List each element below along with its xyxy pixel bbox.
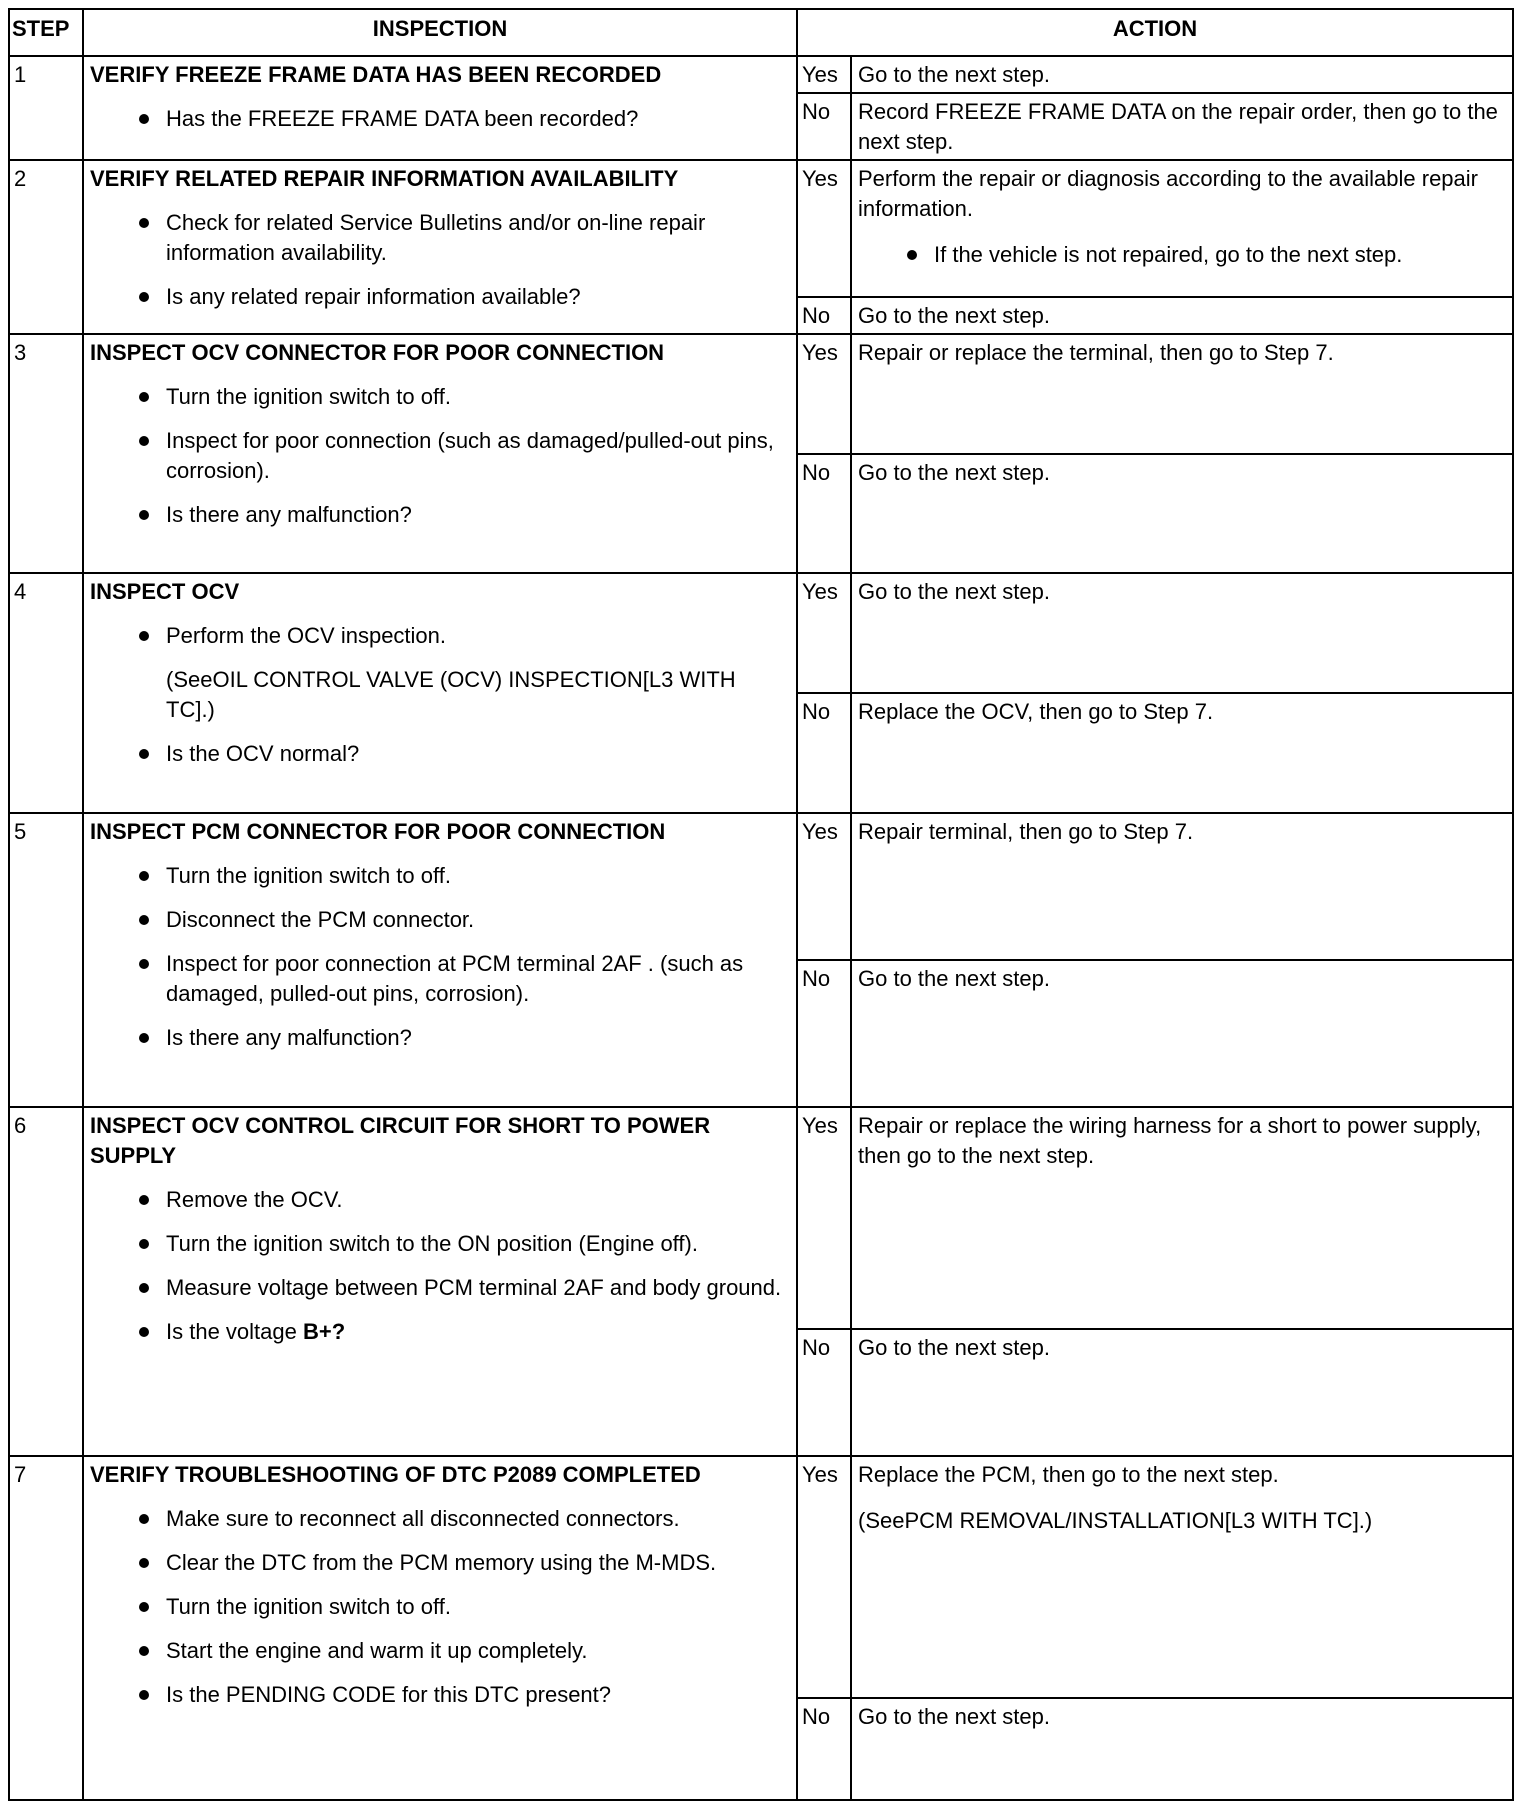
- troubleshooting-table: [8, 8, 1514, 1801]
- no-action: [851, 960, 1513, 1107]
- step-5-yes-row: [9, 813, 1513, 960]
- bullet-bold-text: B+?: [302, 1319, 346, 1344]
- inspection-bullet: [90, 1317, 790, 1347]
- inspection-bullet: Inspect for poor connection (such as damaged/pulled-out pins, corrosion).: [90, 426, 790, 486]
- step-inspection: [83, 573, 797, 813]
- action-text: Repair terminal, then go to Step 7.: [858, 819, 1194, 844]
- step-4-yes-row: [9, 573, 1513, 693]
- step-1-yes-row: [9, 56, 1513, 93]
- yes-label: Yes: [797, 334, 851, 454]
- header-step: STEP: [9, 9, 83, 56]
- no-action: [851, 1698, 1513, 1800]
- yes-label: Yes: [797, 1456, 851, 1698]
- inspection-bullet: Remove the OCV.: [90, 1185, 790, 1215]
- action-text: Repair or replace the wiring harness for a short to power supply, then go to the next step.: [858, 1113, 1482, 1168]
- no-label: No: [797, 960, 851, 1107]
- inspection-bullet: Has the FREEZE FRAME DATA been recorded?: [90, 104, 790, 134]
- step-3-yes-row: [9, 334, 1513, 454]
- step-inspection: [83, 56, 797, 160]
- no-action: [851, 1329, 1513, 1456]
- inspection-bullet: Check for related Service Bulletins and/or on-line repair information availability.: [90, 208, 790, 268]
- step-number: 3: [9, 334, 83, 573]
- action-text: Go to the next step.: [858, 579, 1051, 604]
- action-text: Record FREEZE FRAME DATA on the repair order, then go to the next step.: [858, 99, 1498, 154]
- no-action: [851, 93, 1513, 160]
- inspection-bullet: Inspect for poor connection at PCM terminal 2AF . (such as damaged, pulled-out pins, corrosion).: [90, 949, 790, 1009]
- bullet-text: Is the voltage: [166, 1319, 303, 1344]
- action-text: Perform the repair or diagnosis according to the available repair information.: [858, 166, 1478, 221]
- inspection-bullet: Turn the ignition switch to off.: [90, 382, 790, 412]
- yes-label: Yes: [797, 56, 851, 93]
- yes-action: [851, 56, 1513, 93]
- step-inspection: [83, 1456, 797, 1800]
- inspection-bullet: Is there any malfunction?: [90, 500, 790, 530]
- step-title: INSPECT OCV CONTROL CIRCUIT FOR SHORT TO POWER SUPPLY: [90, 1113, 711, 1168]
- inspection-bullet: Measure voltage between PCM terminal 2AF and body ground.: [90, 1273, 790, 1303]
- no-label: No: [797, 297, 851, 334]
- no-action: [851, 693, 1513, 813]
- yes-action: [851, 573, 1513, 693]
- step-title: INSPECT OCV: [90, 579, 240, 604]
- action-text: Go to the next step.: [858, 62, 1051, 87]
- no-label: No: [797, 454, 851, 573]
- no-action: [851, 454, 1513, 573]
- inspection-bullet: Is any related repair information available?: [90, 282, 790, 312]
- step-number: 4: [9, 573, 83, 813]
- step-title: INSPECT OCV CONNECTOR FOR POOR CONNECTION: [90, 340, 665, 365]
- inspection-bullet: Is the OCV normal?: [90, 739, 790, 769]
- action-bullet: If the vehicle is not repaired, go to the next step.: [858, 240, 1506, 270]
- step-6-yes-row: [9, 1107, 1513, 1329]
- inspection-bullet: Is the PENDING CODE for this DTC present?: [90, 1680, 790, 1710]
- step-inspection: [83, 160, 797, 334]
- yes-action: [851, 813, 1513, 960]
- action-text: Go to the next step.: [858, 303, 1051, 328]
- yes-action: [851, 1107, 1513, 1329]
- inspection-bullet: Disconnect the PCM connector.: [90, 905, 790, 935]
- header-inspection: INSPECTION: [83, 9, 797, 56]
- step-title: VERIFY FREEZE FRAME DATA HAS BEEN RECORDED: [90, 62, 662, 87]
- step-title: INSPECT PCM CONNECTOR FOR POOR CONNECTION: [90, 819, 666, 844]
- yes-label: Yes: [797, 813, 851, 960]
- header-action: ACTION: [797, 9, 1513, 56]
- yes-label: Yes: [797, 573, 851, 693]
- inspection-bullet: Turn the ignition switch to off.: [90, 1592, 790, 1622]
- step-7-yes-row: [9, 1456, 1513, 1698]
- no-label: No: [797, 1329, 851, 1456]
- no-label: No: [797, 1698, 851, 1800]
- step-number: 5: [9, 813, 83, 1107]
- step-number: 7: [9, 1456, 83, 1800]
- step-inspection: [83, 1107, 797, 1456]
- step-inspection: [83, 334, 797, 573]
- step-title: VERIFY TROUBLESHOOTING OF DTC P2089 COMPLETED: [90, 1462, 701, 1487]
- action-text: Replace the PCM, then go to the next step.: [858, 1462, 1279, 1487]
- step-number: 2: [9, 160, 83, 334]
- yes-action: [851, 334, 1513, 454]
- inspection-bullet: Perform the OCV inspection.: [90, 621, 790, 651]
- inspection-bullet: Clear the DTC from the PCM memory using the M-MDS.: [90, 1548, 790, 1578]
- no-label: No: [797, 693, 851, 813]
- step-inspection: [83, 813, 797, 1107]
- action-text: Go to the next step.: [858, 460, 1051, 485]
- step-2-yes-row: [9, 160, 1513, 297]
- action-text: Go to the next step.: [858, 966, 1051, 991]
- inspection-bullet: Turn the ignition switch to off.: [90, 861, 790, 891]
- action-text: Repair or replace the terminal, then go to Step 7.: [858, 340, 1334, 365]
- step-title: VERIFY RELATED REPAIR INFORMATION AVAILABILITY: [90, 166, 679, 191]
- header-row: [9, 9, 1513, 56]
- no-action: [851, 297, 1513, 334]
- reference-note: (SeeOIL CONTROL VALVE (OCV) INSPECTION[L3 WITH TC].): [166, 667, 736, 722]
- inspection-bullet: Is there any malfunction?: [90, 1023, 790, 1053]
- no-label: No: [797, 93, 851, 160]
- yes-action: [851, 160, 1513, 297]
- inspection-bullet: Start the engine and warm it up completely.: [90, 1636, 790, 1666]
- reference-note: (SeePCM REMOVAL/INSTALLATION[L3 WITH TC].): [858, 1508, 1373, 1533]
- step-number: 6: [9, 1107, 83, 1456]
- yes-label: Yes: [797, 1107, 851, 1329]
- yes-action: [851, 1456, 1513, 1698]
- yes-label: Yes: [797, 160, 851, 297]
- inspection-bullet: Make sure to reconnect all disconnected connectors.: [90, 1504, 790, 1534]
- inspection-bullet: Turn the ignition switch to the ON position (Engine off).: [90, 1229, 790, 1259]
- action-text: Go to the next step.: [858, 1704, 1051, 1729]
- action-text: Go to the next step.: [858, 1335, 1051, 1360]
- step-number: 1: [9, 56, 83, 160]
- action-text: Replace the OCV, then go to Step 7.: [858, 699, 1214, 724]
